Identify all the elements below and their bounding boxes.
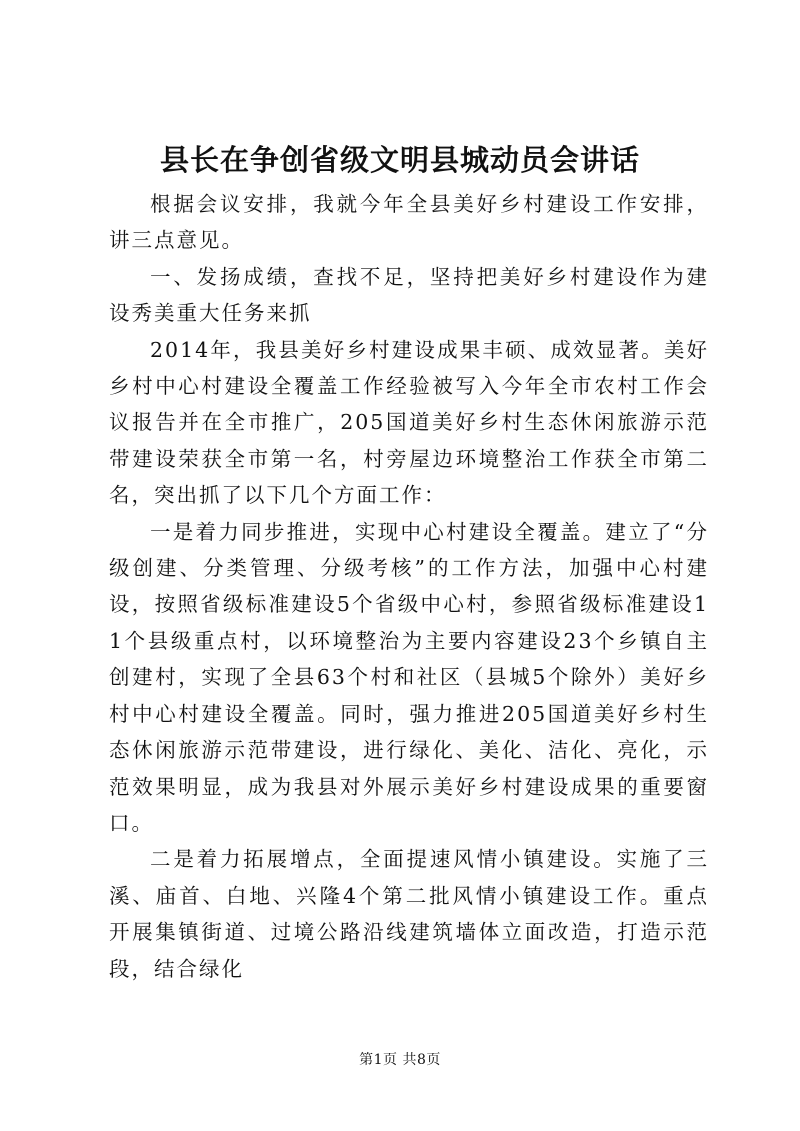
section-heading-1: 一、发扬成绩，查找不足，坚持把美好乡村建设作为建设秀美重大任务来抓	[109, 264, 709, 326]
document-body	[109, 186, 709, 987]
paragraph-2014-results: 2014年，我县美好乡村建设成果丰硕、成效显著。美好乡村中心村建设全覆盖工作经验被写入今年全市农村工作会议报告并在全市推广，205国道美好乡村生态休闲旅游示范带建设荣获全市第一名，村旁屋边环境整治工作获全市第二名，突出抓了以下几个方面工作：	[109, 337, 709, 508]
page-number-footer: 第1页 共8页	[359, 1052, 441, 1068]
paragraph-point-two: 二是着力拓展增点，全面提速风情小镇建设。实施了三溪、庙首、白地、兴隆4个第二批风情小镇建设工作。重点开展集镇街道、过境公路沿线建筑墙体立面改造，打造示范段，结合绿化	[109, 847, 709, 981]
document-title: 县长在争创省级文明县城动员会讲话	[159, 143, 640, 177]
paragraph-intro: 根据会议安排，我就今年全县美好乡村建设工作安排，讲三点意见。	[109, 192, 709, 253]
paragraph-point-one: 一是着力同步推进，实现中心村建设全覆盖。建立了“分级创建、分类管理、分级考核”的工作方法，加强中心村建设，按照省级标准建设5个省级中心村，参照省级标准建设11个县级重点村，以环境整治为主要内容建设23个乡镇自主创建村，实现了全县63个村和社区（县城5个除外）美好乡村中心村建设全覆盖。同时，强力推进205国道美好乡村生态休闲旅游示范带建设，进行绿化、美化、洁化、亮化，示范效果明显，成为我县对外展示美好乡村建设成果的重要窗口。	[109, 519, 709, 835]
